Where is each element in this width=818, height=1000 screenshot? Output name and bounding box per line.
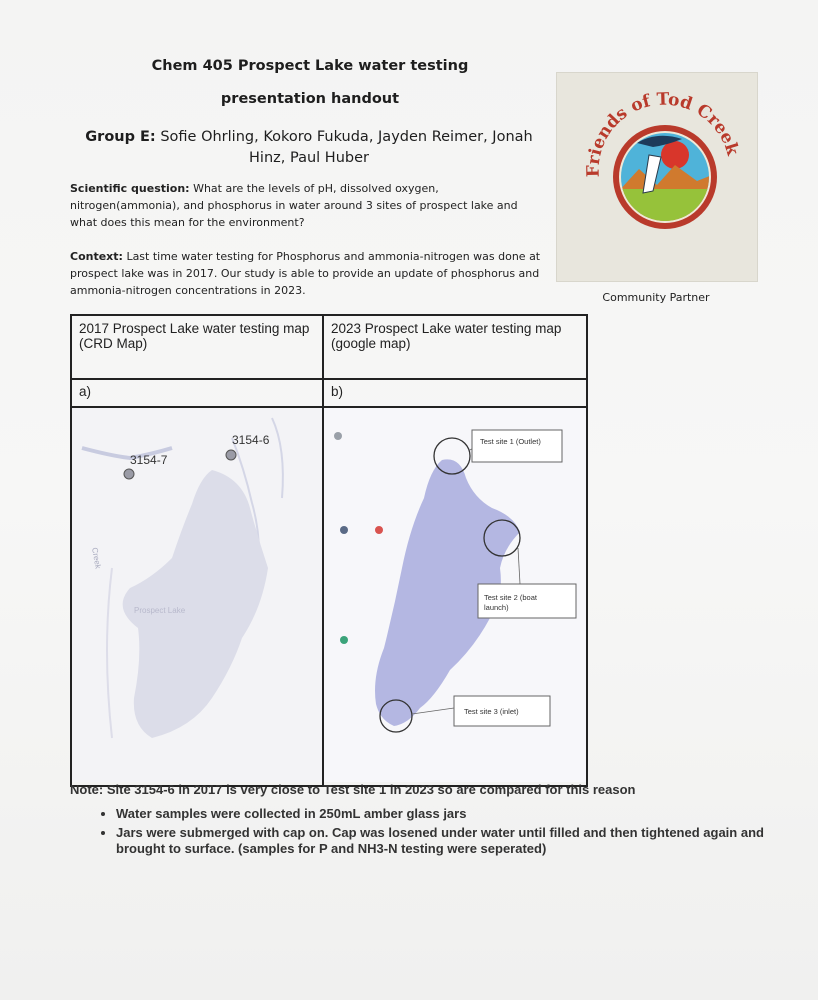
maps-table [70,314,588,787]
test-site-1-callout [472,430,562,462]
title-line-1: Chem 405 Prospect Lake water testing [151,58,469,74]
map-2023-label: b) [323,379,587,407]
map-2023-cell [323,407,587,786]
title-line-2: presentation handout [220,91,400,107]
test-site-1-label: Test site 1 (Outlet) [480,437,541,446]
site-marker-3154-7 [124,469,134,479]
lake-name-2017: Prospect Lake [134,606,186,615]
site-label-3154-6: 3154-6 [232,433,270,447]
test-site-3-label: Test site 3 (inlet) [464,707,519,716]
map-pin-icon [334,432,342,440]
map-2017-cell [71,407,323,786]
site-label-3154-7: 3154-7 [130,453,168,467]
group-members [70,127,548,169]
logo-arc-text: Friends of Tod Creek [583,89,743,178]
watershed-logo [556,72,758,282]
test-site-2-label: Test site 2 (boat launch) [484,593,537,612]
map-2017 [72,408,322,782]
logo-caption: Community Partner [602,291,710,304]
method-bullets [92,806,796,860]
group-members-line-1: Sofie Ohrling, Kokoro Fukuda, Jayden Reimer, Jonah [160,129,533,145]
context-label: Context: [70,250,123,263]
list-item: • Water samples were collected in 250mL amber glass jars [116,806,796,823]
map-pin-icon [340,636,348,644]
map-2017-header: 2017 Prospect Lake water testing map (CRD Map) [71,315,323,379]
scientific-question [70,180,542,231]
group-label: Group E: [85,129,156,145]
map-pin-icon [375,526,383,534]
question-text: What are the levels of pH, dissolved oxygen, nitrogen(ammonia), and phosphorus in water around 3 sites of prospect lake and what does this mean for the environment? [70,182,518,229]
watershed-logo-image [557,73,757,281]
map-2023 [324,408,586,782]
map-2017-label: a) [71,379,323,407]
question-label: Scientific question: [70,182,190,195]
creek-label-2017: Creek [90,546,103,570]
context-paragraph [70,248,542,299]
map-2023-header: 2023 Prospect Lake water testing map (google map) [323,315,587,379]
map-pin-icon [340,526,348,534]
note: Note: Site 3154-6 in 2017 is very close to Test site 1 in 2023 so are compared for this reason [70,782,636,797]
context-text: Last time water testing for Phosphorus and ammonia-nitrogen was done at prospect lake was in 2017. Our study is able to provide an update of phosphorus and ammonia-nitrogen concentrations in 2023. [70,250,541,297]
list-item: • Jars were submerged with cap on. Cap was losened under water until filled and then tightened again and brought to surface. (samples for P and NH3-N testing were seperated) [116,825,796,858]
site-marker-3154-6 [226,450,236,460]
group-members-line-2: Hinz, Paul Huber [249,150,369,166]
